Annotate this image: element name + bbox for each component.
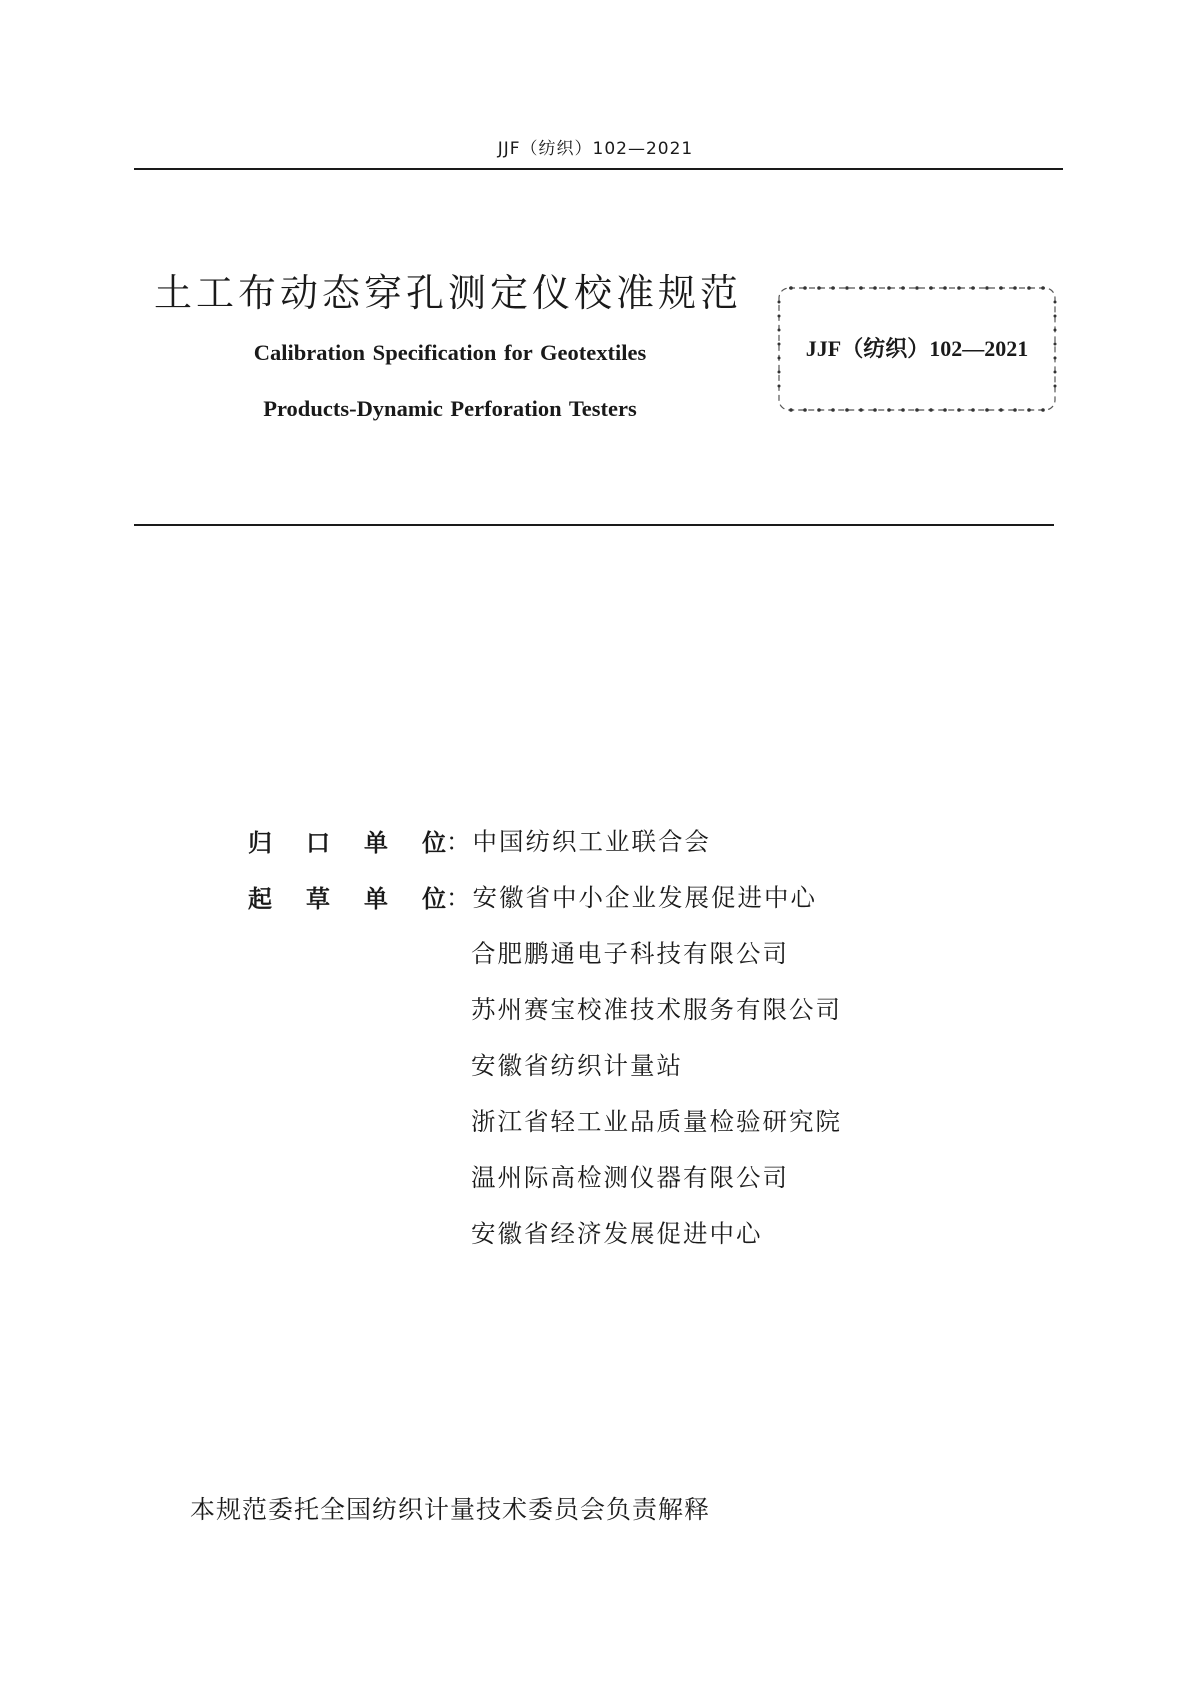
- responsible-unit-value: ：中国纺织工业联合会: [446, 826, 711, 856]
- list-item: 浙江省轻工业品质量检验研究院: [471, 1106, 842, 1136]
- responsible-unit-label: 归 口 单 位: [248, 828, 446, 857]
- title-chinese: 土工布动态穿孔测定仪校准规范: [154, 271, 743, 315]
- title-english-line-1: Calibration Specification for Geotextiles: [253, 340, 647, 365]
- drafting-unit-label: 起 草 单 位: [248, 884, 446, 913]
- drafting-unit-value: ：安徽省中小企业发展促进中心: [446, 882, 817, 912]
- code-box-text: JJF（纺织）102—2021: [805, 336, 1029, 361]
- code-box: [777, 286, 1057, 412]
- list-item: 安徽省经济发展促进中心: [471, 1218, 763, 1248]
- interpretation-note: 本规范委托全国纺织计量技术委员会负责解释: [190, 1495, 711, 1524]
- drafting-unit-row: [248, 868, 842, 924]
- list-item: 苏州赛宝校准技术服务有限公司: [471, 994, 842, 1024]
- title-english-line-2: Products-Dynamic Perforation Testers: [263, 396, 637, 421]
- title-divider: [134, 524, 1054, 526]
- list-item: 合肥鹏通电子科技有限公司: [471, 938, 789, 968]
- header-divider: [134, 168, 1063, 170]
- list-item: 温州际高检测仪器有限公司: [471, 1162, 789, 1192]
- units-block: [248, 812, 842, 1260]
- responsible-unit-row: [248, 812, 842, 868]
- list-item: 安徽省纺织计量站: [471, 1050, 683, 1080]
- header-document-code: JJF（纺织）102—2021: [497, 139, 694, 159]
